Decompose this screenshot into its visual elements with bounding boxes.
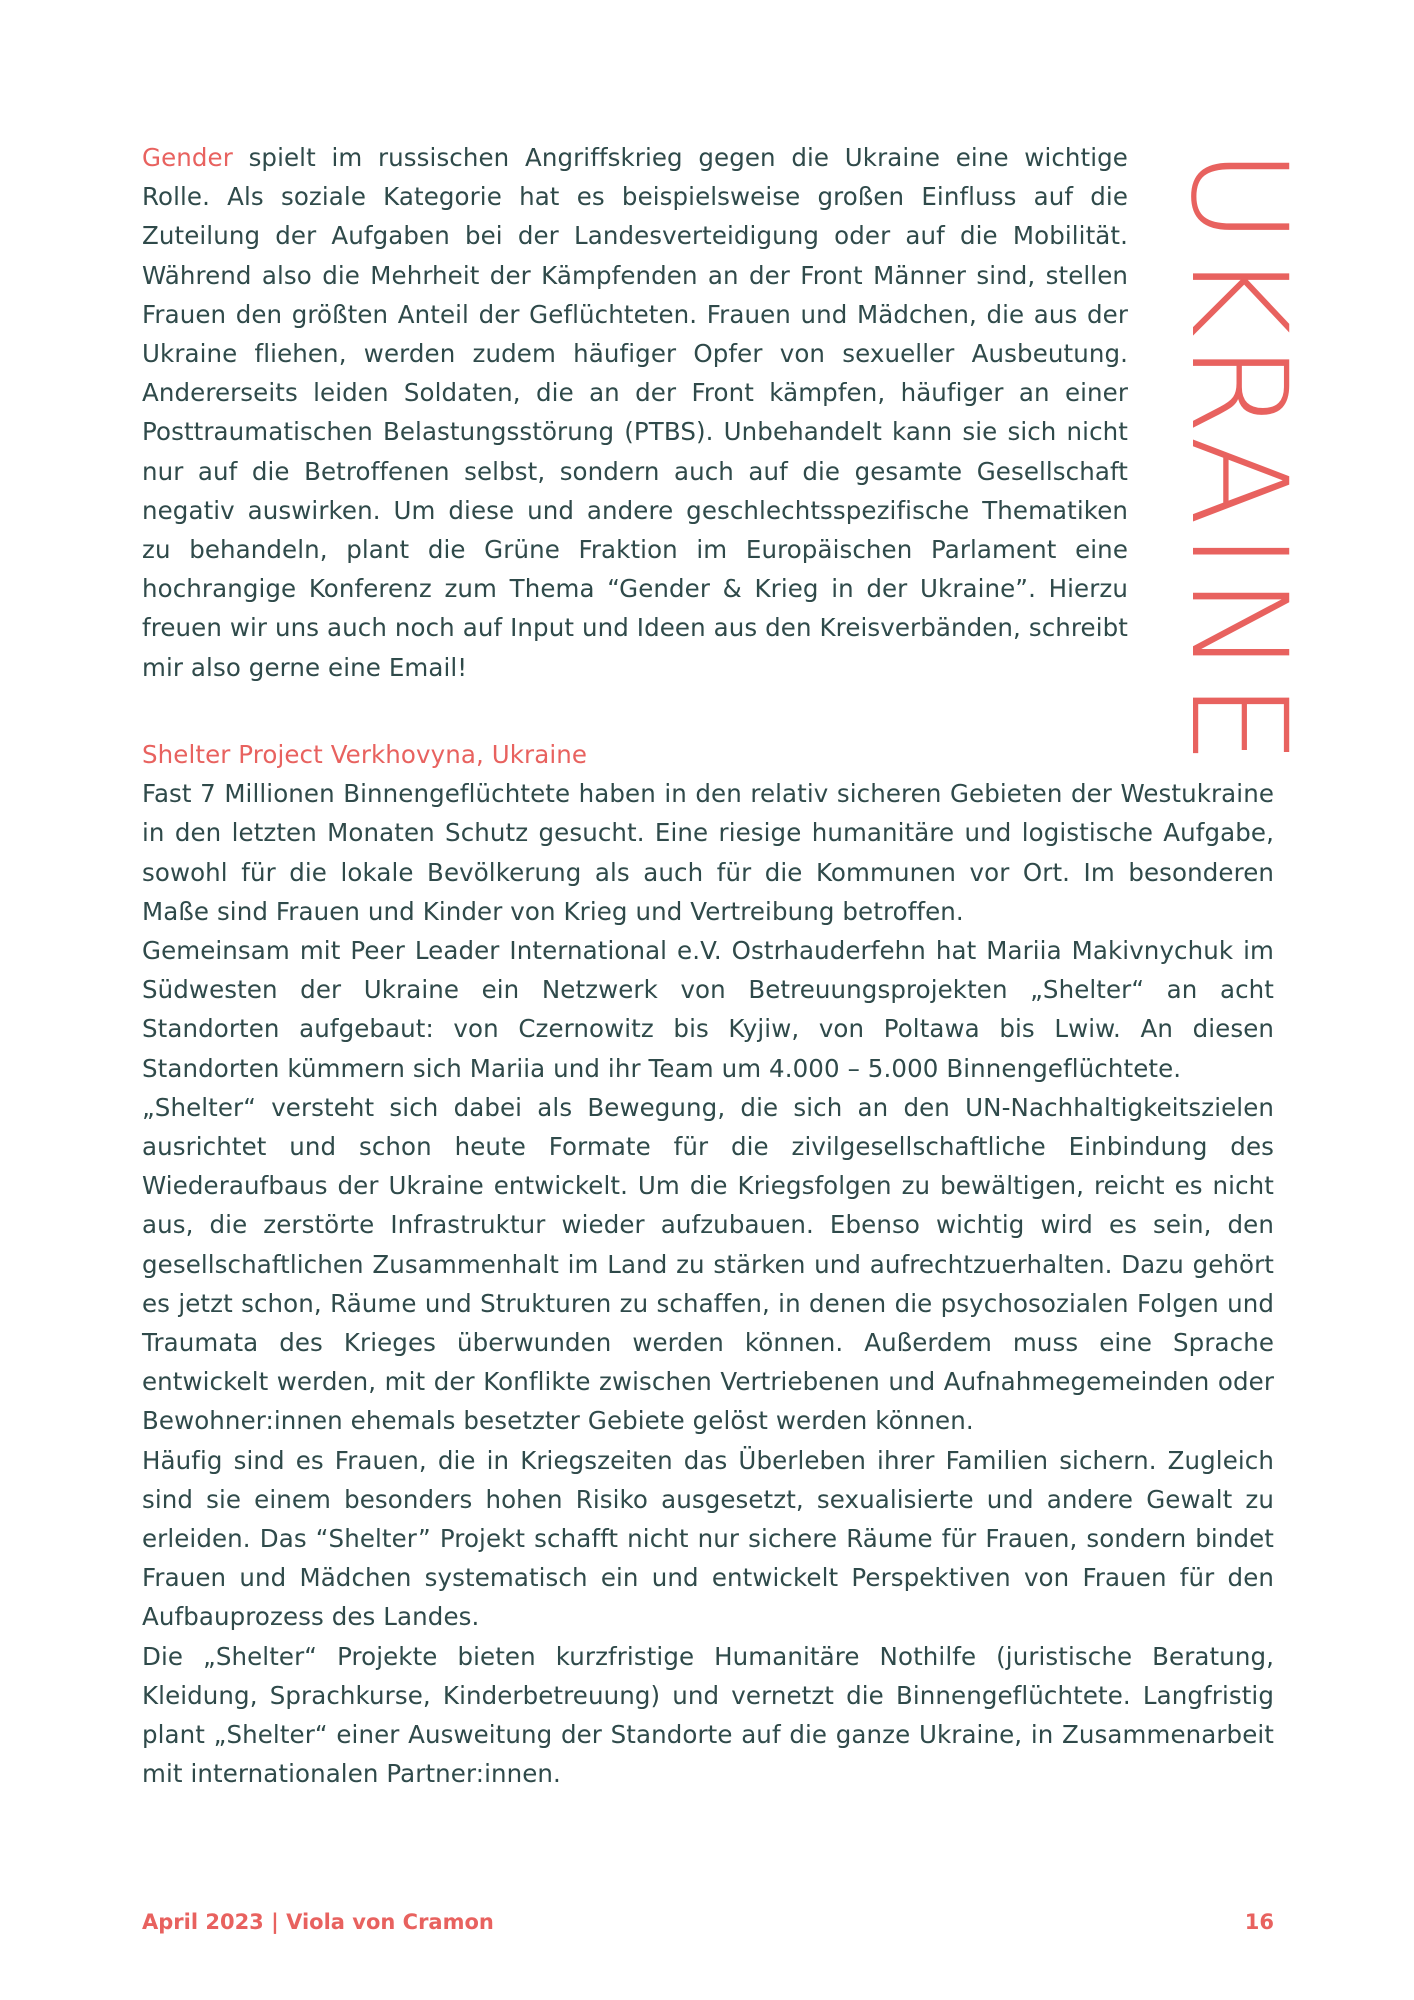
gender-paragraph [142, 138, 1128, 687]
gender-keyword: Gender [142, 143, 233, 172]
shelter-section [142, 735, 1274, 1793]
shelter-paragraph-3: „Shelter“ versteht sich dabei als Bewegung, die sich an den UN-Nachhaltigkeitszielen ausrichtet und schon heute Formate für die zivilgesellschaftliche Einbindung des Wiederaufbaus der Ukraine entwickelt. Um die Kriegsfolgen zu bewältigen, reicht es nicht aus, die zerstörte Infrastruktur wieder aufzubauen. Ebenso wichtig wird es sein, den gesellschaftlichen Zusammenhalt im Land zu stärken und aufrechtzuerhalten. Dazu gehört es jetzt schon, Räume und Strukturen zu schaffen, in denen die psychosozialen Folgen und Traumata des Krieges überwunden werden können. Außerdem muss eine Sprache entwickelt werden, mit der Konflikte zwischen Vertriebenen und Aufnahmegemeinden oder Bewohner:innen ehemals besetzter Gebiete gelöst werden können. [142, 1092, 1274, 1436]
shelter-paragraph-1: Fast 7 Millionen Binnengeflüchtete haben in den relativ sicheren Gebieten der Westukraine in den letzten Monaten Schutz gesucht. Eine riesige humanitäre und logistische Aufgabe, sowohl für die lokale Bevölkerung als auch für die Kommunen vor Ort. Im besonderen Maße sind Frauen und Kinder von Krieg und Vertreibung betroffen. [142, 779, 1274, 926]
footer-date-author: April 2023 | Viola von Cramon [142, 1910, 494, 1934]
gender-text: spielt im russischen Angriffskrieg gegen die Ukraine eine wichtige Rolle. Als soziale Kategorie hat es beispielsweise großen Einfluss auf die Zuteilung der Aufgaben bei der Landesverteidigung oder auf die Mobilität. Während also die Mehrheit der Kämpfenden an der Front Männer sind, stellen Frauen den größten Anteil der Geflüchteten. Frauen und Mädchen, die aus der Ukraine fliehen, werden zudem häufiger Opfer von sexueller Ausbeutung. Andererseits leiden Soldaten, die an der Front kämpfen, häufiger an einer Posttraumatischen Belastungsstörung (PTBS). Unbehandelt kann sie sich nicht nur auf die Betroffenen selbst, sondern auch auf die gesamte Gesellschaft negativ auswirken. Um diese und andere geschlechtsspezifische Thematiken zu behandeln, plant die Grüne Fraktion im Europäischen Parlament eine hochrangige Konferenz zum Thema “Gender & Krieg in der Ukraine”. Hierzu freuen wir uns auch noch auf Input und Ideen aus den Kreisverbänden, schreibt mir also gerne eine Email! [142, 143, 1128, 682]
page-number: 16 [1244, 1910, 1274, 1934]
shelter-paragraph-2: Gemeinsam mit Peer Leader International e.V. Ostrhauderfehn hat Mariia Makivnychuk im Südwesten der Ukraine ein Netzwerk von Betreuungsprojekten „Shelter“ an acht Standorten aufgebaut: von Czernowitz bis Kyjiw, von Poltawa bis Lwiw. An diesen Standorten kümmern sich Mariia und ihr Team um 4.000 – 5.000 Binnengeflüchtete. [142, 936, 1274, 1083]
shelter-heading: Shelter Project Verkhovyna, Ukraine [142, 740, 588, 769]
section-title-vertical: UKRAINE [1161, 148, 1315, 771]
shelter-paragraph-5: Die „Shelter“ Projekte bieten kurzfristige Humanitäre Nothilfe (juristische Beratung, Kleidung, Sprachkurse, Kinderbetreuung) und vernetzt die Binnengeflüchtete. Langfristig plant „Shelter“ einer Ausweitung der Standorte auf die ganze Ukraine, in Zusammenarbeit mit internationalen Partner:innen. [142, 1641, 1274, 1789]
shelter-paragraph-4: Häufig sind es Frauen, die in Kriegszeiten das Überleben ihrer Familien sichern. Zugleich sind sie einem besonders hohen Risiko ausgesetzt, sexualisierte und andere Gewalt zu erleiden. Das “Shelter” Projekt schafft nicht nur sichere Räume für Frauen, sondern bindet Frauen und Mädchen systematisch ein und entwickelt Perspektiven von Frauen für den Aufbauprozess des Landes. [142, 1445, 1274, 1632]
page-footer [142, 1910, 1274, 1934]
